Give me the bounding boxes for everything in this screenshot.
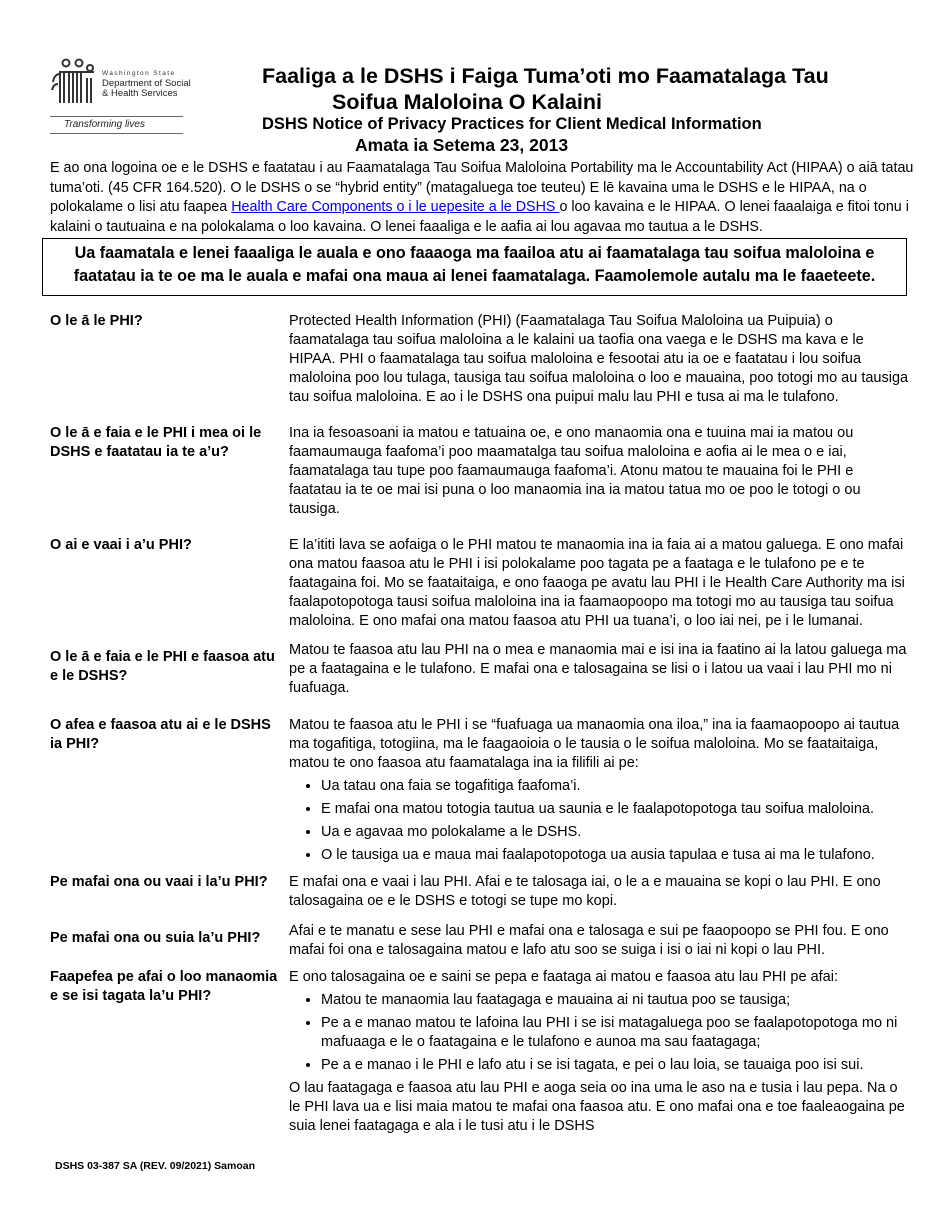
list-item: • Ua tatau ona faia se togafitiga faafoma’i. <box>321 777 909 796</box>
logo-divider <box>50 116 183 117</box>
list-item: • Pe a e manao i le PHI e lafo atu i se isi tagata, e pei o lau loia, se tauaiga poo isi sui. <box>321 1056 909 1075</box>
page-title-continued: Soifua Maloloina O Kalaini <box>332 90 602 114</box>
section-answer: E mafai ona e vaai i lau PHI. Afai e te talosaga iai, o le a e mauaina se kopi o lau PHI. E ono talosagaina oe e le DSHS e totogi se tupe mo kopi. <box>289 874 881 909</box>
dshs-logo <box>50 58 191 136</box>
bullet-list <box>289 991 909 1075</box>
list-item: • Pe a e manao matou te lafoina lau PHI i se isi matagaluega poo se faalapotopotoga mo ni mafuaaga e le o faatagaina e le tulafono e aunoa ma sau faatagaga; <box>321 1014 909 1052</box>
page-title: Faaliga a le DSHS i Faiga Tuma’oti mo Faamatalaga Tau <box>262 64 829 88</box>
section-question: O ai e vaai i a’u PHI? <box>50 537 192 553</box>
bullet-list <box>289 777 909 865</box>
logo-department-text: Department of Social & Health Services <box>102 78 191 99</box>
page-subtitle: DSHS Notice of Privacy Practices for Client Medical Information <box>262 115 762 133</box>
section-answer: Matou te faasoa atu lau PHI na o mea e manaomia mai e isi ina ia faatino ai la latou galuega ma pe a faatagaina e le tulafono. E mafai ona e talosagaina se lisi o i latou ua vaai i lau PHI mo ni fuafuaga. <box>289 642 907 696</box>
section-answer: Ina ia fesoasoani ia matou e tatuaina oe, e ono manaomia ona e tuuina mai ia matou ou faamaumauga faafoma’i poo maamatalga tau soifua maloloina e aofia ai le mea o e iai, faamatalaga tau tupe poo faamaumauga faafoma’i. Atonu matou te mauaina foi le PHI e faatatau ia te oe mai isi puna o loo manaomia ina ia matou tatua mo oe poo le totogi o ou tausiga. <box>289 425 861 517</box>
section-answer: E ono talosagaina oe e saini se pepa e faataga ai matou e faasoa atu lau PHI pe afai: • Matou te manaomia lau faatagaga e mauaina ai ni tautua poo se tausiga; • Pe a e manao matou te lafoina lau PHI i se isi matagaluega poo se faalapotopotoga mo ni mafuaaga e le o faatagaina e le tulafono e aunoa ma sau faatagaga; • Pe a e manao i le PHI e lafo atu i se isi tagata, e pei o lau loia, se tauaiga poo isi sui. O lau faatagaga e faasoa atu lau PHI e aoga seia oo ina uma le aso na e tusia i lau pepa. Na o le PHI lava ua e lisi maia matou te mafai ona faasoa atu. E ono mafai ona e toe faaleaogaina pe suia lenei faatagaga e ala i le tusi atu i le DSHS <box>289 968 909 1136</box>
effective-date: Amata ia Setema 23, 2013 <box>355 135 569 155</box>
section-question: Pe mafai ona ou vaai i la’u PHI? <box>50 874 268 890</box>
form-number-footer: DSHS 03-387 SA (REV. 09/2021) Samoan <box>55 1160 255 1172</box>
logo-tagline: Transforming lives <box>64 119 145 130</box>
section-answer: Matou te faasoa atu le PHI i se “fuafuaga ua manaomia ona iloa,” ina ia faamaopoopo ai tautua ma togafitiga, totogiina, ma le faagaoioia o le tausia o le soifua maloloina. Mo se faataitaiga, matou te ono faasoa atu faamatalaga ina ia filifili ai pe: • Ua tatau ona faia se togafitiga faafoma’i. • E mafai ona matou totogia tautua ua saunia e le faalapotopotoga tau soifua maloloina. • Ua e agavaa mo polokalame a le DSHS. • O le tausiga ua e maua mai faalapotopotoga ua ausia tapulaa e tusa ai ma le tulafono. <box>289 716 909 869</box>
notice-box: Ua faamatala e lenei faaaliga le auala e ono faaaoga ma faailoa atu ai faamatalaga tau soifua maloloina e faatatau ia te oe ma le auala e mafai ona maua ai lenei faamatalaga. Faamolemole autalu ma le faaeteete. <box>42 238 907 296</box>
section-answer: Afai e te manatu e sese lau PHI e mafai ona e talosaga e sui pe faaopoopo se PHI fou. E ono mafai foi ona e talosagaina matou e lafo atu soo se suiga i isi o iai ni kopi o lau PHI. <box>289 923 889 958</box>
section-question: O le ā le PHI? <box>50 313 143 329</box>
list-item: • Matou te manaomia lau faatagaga e mauaina ai ni tautua poo se tausiga; <box>321 991 909 1010</box>
health-care-components-link[interactable]: Health Care Components o i le uepesite a le DSHS <box>231 199 560 215</box>
section-answer: E la’ititi lava se aofaiga o le PHI matou te manaomia ina ia faia ai a matou galuega. E ono mafai ona matou faasoa atu le PHI i isi polokalame poo tagata pe a faataga e le tulafono pe e te faatagaina foi. Mo se faataitaiga, e ono faaoga pe avatu lau PHI i le Health Care Authority ma isi faalapotopotoga tausi soifua maloloina ina ia faamaopoopo ma totogi mo au tausiga tau soifua maloloina. E ono mafai ona matou faasoa atu PHI ua tuana’i, o loo iai nei, pe i le lumanai. <box>289 537 905 629</box>
section-question: O afea e faasoa atu ai e le DSHS ia PHI? <box>50 717 271 752</box>
section-question: O le ā e faia e le PHI e faasoa atu e le DSHS? <box>50 649 275 684</box>
section-question: Pe mafai ona ou suia la’u PHI? <box>50 930 261 946</box>
dshs-family-icon <box>50 58 100 108</box>
list-item: • E mafai ona matou totogia tautua ua saunia e le faalapotopotoga tau soifua maloloina. <box>321 800 909 819</box>
section-question: O le ā e faia e le PHI i mea oi le DSHS e faatatau ia te a’u? <box>50 425 262 460</box>
list-item: • O le tausiga ua e maua mai faalapotopotoga ua ausia tapulaa e tusa ai ma le tulafono. <box>321 846 909 865</box>
intro-paragraph: E ao ona logoina oe e le DSHS e faatatau i au Faamatalaga Tau Soifua Maloloina Portability ma le Accountability Act (HIPAA) o aiā tatau tuma’oti. (45 CFR 164.520). O le DSHS o se “hybrid entity” (matagaluega toe teuteu) E lē kavaina uma le DSHS e le HIPAA, na o polokalame o lisi atu faapea Health Care Components o i le uepesite a le DSHS o loo kavaina e le HIPAA. O lenei faaalaiga e fitoi tonu i kalaini o tautuaina e na polokalama o loo kavaina. O lenei faaaliga e le aafia ai lou agavaa mo tautua a le DSHS. <box>50 160 914 235</box>
list-item: • Ua e agavaa mo polokalame a le DSHS. <box>321 823 909 842</box>
logo-state-text: Washington State <box>102 70 176 77</box>
section-question: Faapefea pe afai o loo manaomia e se isi tagata la’u PHI? <box>50 969 278 1004</box>
logo-divider <box>50 133 183 134</box>
section-answer: Protected Health Information (PHI) (Faamatalaga Tau Soifua Maloloina ua Puipuia) o faamatalaga tau soifua maloloina a le kalaini ua taofia ona vaega e le DSHS ma kava e le HIPAA. PHI o faamatalaga tau soifua maloloina e fesootai atu ia oe e faatatau i lou soifua maloloina poo lou tulaga, tausiga tau soifua maloloina o loo e mauaina, poo totogi mo au tausiga tau soifua maloloina. E ao i le DSHS ona puipui malu lau PHI e tusa ai ma le tulafono. <box>289 313 909 405</box>
